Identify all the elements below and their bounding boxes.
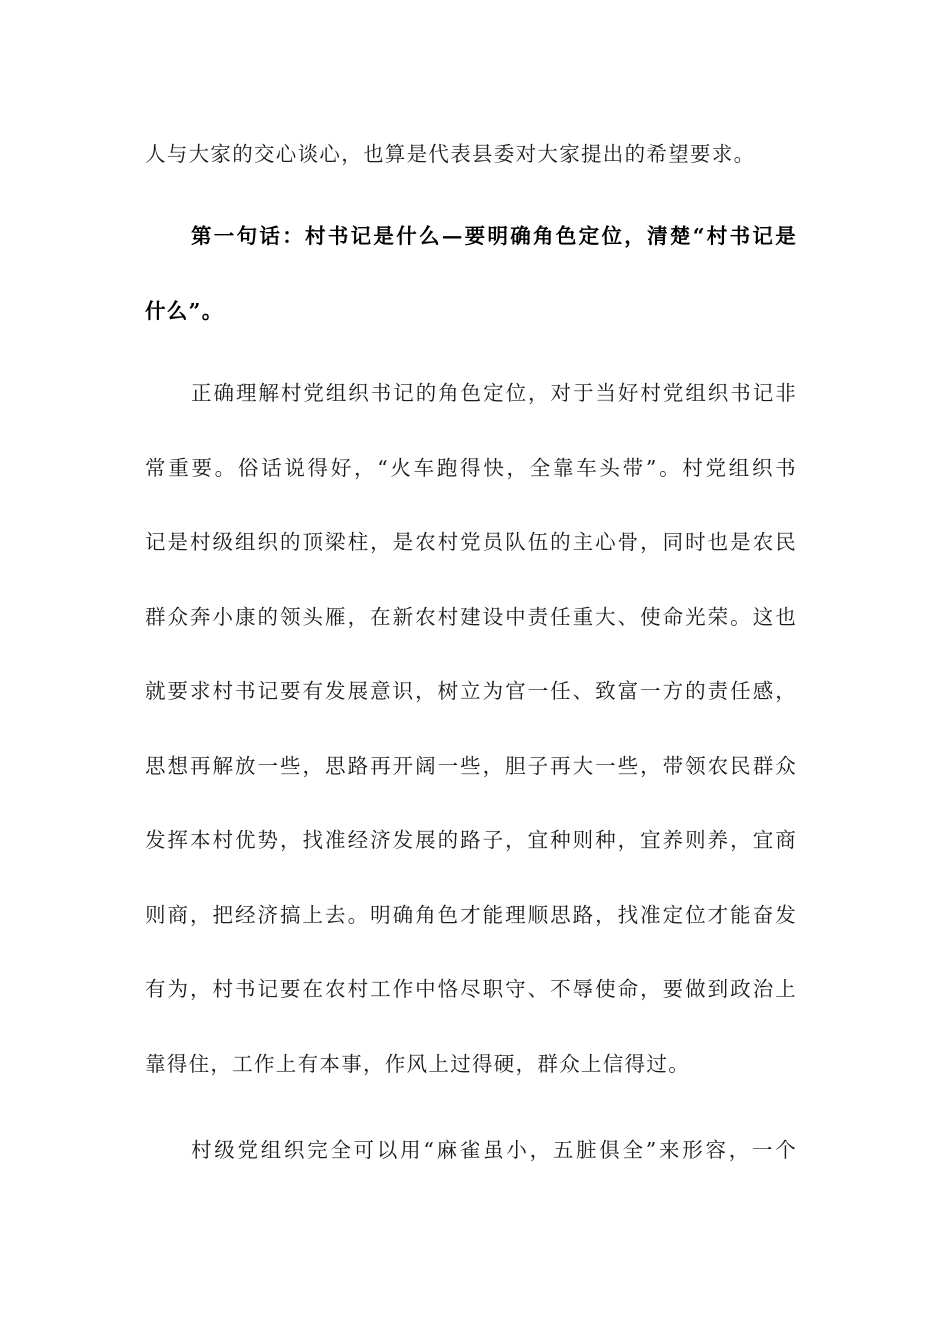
text-line: 村级党组织完全可以用“麻雀虽小，五脏俱全”来形容，一个 [191, 1138, 797, 1162]
text-line: 什么”。 [145, 298, 224, 323]
text-line: 靠得住，工作上有本事，作风上过得硬，群众上信得过。 [145, 1051, 690, 1076]
text-line: 发挥本村优势，找准经济发展的路子，宜种则种，宜养则养，宜商 [145, 828, 797, 852]
text-line: 人与大家的交心谈心，也算是代表县委对大家提出的希望要求。 [145, 142, 756, 166]
text-line: 第一句话：村书记是什么—要明确角色定位，清楚“村书记是 [191, 224, 797, 248]
text-line: 就要求村书记要有发展意识，树立为官一任、致富一方的责任感， [145, 679, 797, 703]
text-line: 思想再解放一些，思路再开阔一些，胆子再大一些，带领农民群众 [145, 753, 797, 778]
body-paragraph [145, 356, 797, 1101]
text-line: 有为，村书记要在农村工作中恪尽职守、不辱使命，要做到政治上 [145, 977, 797, 1001]
text-line: 记是村级组织的顶梁柱，是农村党员队伍的主心骨，同时也是农民 [145, 530, 797, 554]
paragraph-continuation [145, 117, 797, 192]
body-paragraph [145, 1113, 797, 1188]
text-line: 群众奔小康的领头雁，在新农村建设中责任重大、使命光荣。这也 [145, 604, 797, 629]
text-line: 正确理解村党组织书记的角色定位，对于当好村党组织书记非 [191, 381, 797, 405]
section-heading [145, 199, 797, 348]
text-line: 则商，把经济搞上去。明确角色才能理顺思路，找准定位才能奋发 [145, 902, 797, 927]
text-line: 常重要。俗话说得好，“火车跑得快，全靠车头带”。村党组织书 [145, 455, 797, 480]
